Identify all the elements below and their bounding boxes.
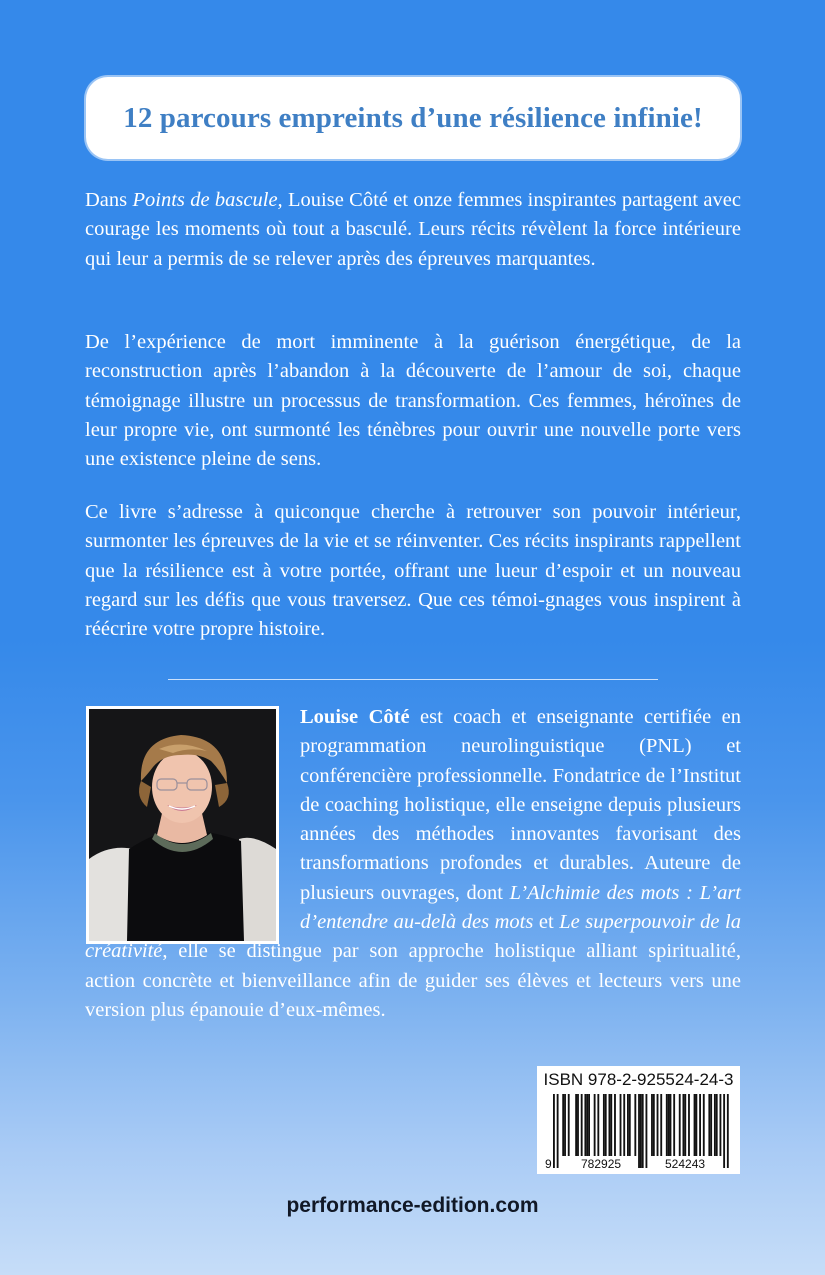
barcode-bar bbox=[653, 1094, 655, 1156]
barcode-bar bbox=[666, 1094, 668, 1156]
publisher-website[interactable]: performance-edition.com bbox=[286, 1194, 539, 1217]
barcode-bar bbox=[634, 1094, 636, 1156]
isbn-barcode bbox=[537, 1066, 740, 1174]
barcode-bar bbox=[605, 1094, 607, 1156]
barcode-bar bbox=[679, 1094, 681, 1156]
author-name: Louise Côté bbox=[300, 706, 410, 728]
barcode-bar bbox=[586, 1094, 588, 1156]
para2-text: De l’expérience de mort imminente à la guérison énergétique, de la reconstruction après l’abandon à la découverte de l’amour de soi, chaque témoignage illustre un processus de transformation. Ces femmes, héroïnes de leur propre vie, ont surmonté les ténèbres pour ouvrir une nouvelle porte vers une existence pleine de sens. bbox=[85, 331, 741, 471]
barcode-bar bbox=[588, 1094, 590, 1156]
headline-banner bbox=[86, 77, 740, 159]
barcode-bar bbox=[710, 1094, 712, 1156]
barcode-bar bbox=[670, 1094, 672, 1156]
barcode-bar bbox=[575, 1094, 577, 1156]
book-title-alchimie: L’Alchimie des mots : L’art d’entendre au-delà des mots bbox=[300, 881, 741, 934]
barcode-bar bbox=[609, 1094, 611, 1156]
barcode-bar bbox=[660, 1094, 662, 1156]
barcode-bar bbox=[623, 1094, 625, 1156]
barcode-digit-first: 9 bbox=[545, 1157, 552, 1170]
barcode-bar bbox=[610, 1094, 612, 1156]
book-title-italic: Points de bascule, bbox=[132, 189, 283, 211]
bio-seg-5: , elle se distingue par son approche holistique alliant spiritualité, action concrète et bienveillance afin de guider ses élèves et lecteurs vers une version plus épanouie d’eux-mêmes. bbox=[85, 940, 741, 1021]
barcode-bar bbox=[614, 1094, 616, 1156]
headline-text: 12 parcours empreints d’une résilience infinie! bbox=[123, 101, 703, 134]
barcode-bar bbox=[642, 1094, 644, 1168]
barcode-bar bbox=[584, 1094, 586, 1156]
photo-spacer bbox=[85, 703, 300, 937]
barcode-bar bbox=[699, 1094, 701, 1156]
author-bio bbox=[85, 703, 741, 1025]
barcode-bar bbox=[694, 1094, 696, 1156]
barcode-bar bbox=[646, 1094, 648, 1168]
para1-seg-0: Dans bbox=[85, 189, 133, 211]
paragraph-2 bbox=[85, 328, 741, 474]
barcode-bar bbox=[553, 1094, 555, 1168]
barcode-digits-right: 524243 bbox=[665, 1157, 706, 1170]
barcode-bar bbox=[723, 1094, 725, 1168]
paragraph-3 bbox=[85, 498, 741, 644]
barcode-bar bbox=[564, 1094, 566, 1156]
para1-seg-2: Louise Côté et onze femmes inspirantes partagent avec courage les moments où tout a basculé. Leurs récits révèlent la force intérieure qui leur a permis de se relever après des épreuves marquantes. bbox=[85, 189, 741, 270]
barcode-bar bbox=[557, 1094, 559, 1168]
barcode-bar bbox=[620, 1094, 622, 1156]
barcode-bar bbox=[638, 1094, 640, 1168]
barcode-bar bbox=[562, 1094, 564, 1156]
barcode-bar bbox=[603, 1094, 605, 1156]
barcode-bar bbox=[714, 1094, 716, 1156]
barcode-bar bbox=[594, 1094, 596, 1156]
barcode-bar bbox=[657, 1094, 659, 1156]
barcode-bar bbox=[695, 1094, 697, 1156]
barcode-bar bbox=[727, 1094, 729, 1168]
barcode-bar bbox=[627, 1094, 629, 1156]
section-divider bbox=[168, 679, 658, 680]
bio-seg-3: et bbox=[533, 911, 560, 934]
barcode-bar bbox=[640, 1094, 642, 1168]
barcode-icon bbox=[543, 1092, 734, 1170]
barcode-bar bbox=[716, 1094, 718, 1156]
barcode-bar bbox=[581, 1094, 583, 1156]
isbn-label: ISBN 978-2-925524-24-3 bbox=[543, 1070, 734, 1089]
barcode-digits-left: 782925 bbox=[581, 1157, 622, 1170]
para3-text: Ce livre s’adresse à quiconque cherche à retrouver son pouvoir intérieur, surmonter les épreuves de la vie et se réinventer. Ces récits inspirants rappellent que la résilience est à votre portée, offrant une lueur d’espoir et un nouveau regard sur les défis que vous traversez. Que ces témoi-gnages vous inspirent à réécrire votre propre histoire. bbox=[85, 501, 741, 641]
barcode-bar bbox=[688, 1094, 690, 1156]
bio-seg-1: est coach et enseignante certifiée en programmation neurolinguistique (PNL) et conférencière professionnelle. Fondatrice de l’Institut de coaching holistique, elle enseigne depuis plusieurs années des méthodes innovantes favorisant des transformations profondes et durables. Auteure de plusieurs ouvrages, dont bbox=[300, 706, 742, 904]
book-title-superpouvoir: Le superpouvoir de la créativité bbox=[85, 911, 742, 963]
barcode-bar bbox=[651, 1094, 653, 1156]
barcode-bar bbox=[684, 1094, 686, 1156]
barcode-bar bbox=[597, 1094, 599, 1156]
barcode-bar bbox=[673, 1094, 675, 1156]
barcode-bar bbox=[629, 1094, 631, 1156]
barcode-bar bbox=[703, 1094, 705, 1156]
barcode-bar bbox=[577, 1094, 579, 1156]
barcode-bar bbox=[568, 1094, 570, 1156]
barcode-bar bbox=[708, 1094, 710, 1156]
paragraph-1 bbox=[85, 186, 741, 274]
barcode-bar bbox=[720, 1094, 722, 1156]
barcode-bar bbox=[668, 1094, 670, 1156]
barcode-bar bbox=[683, 1094, 685, 1156]
